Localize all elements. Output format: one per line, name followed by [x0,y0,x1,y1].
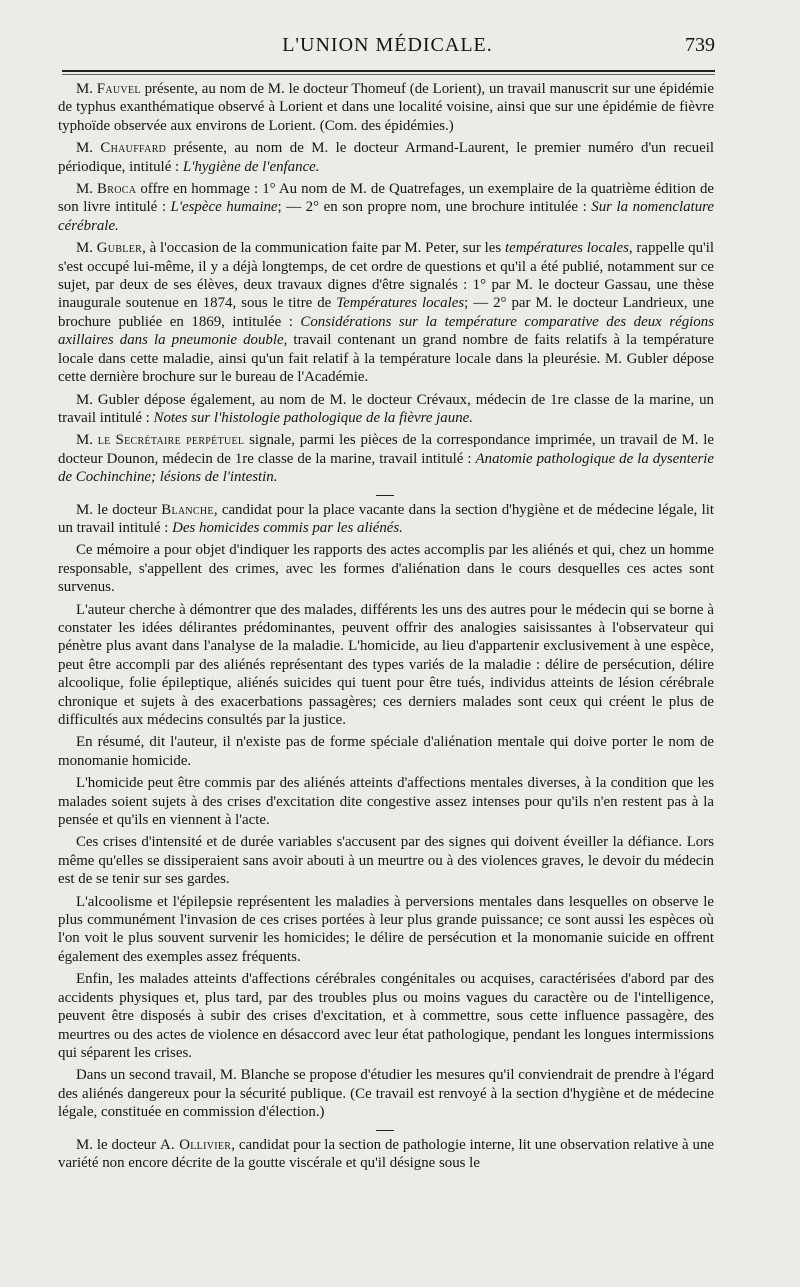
paragraph-text: présente, au nom de M. le docteur Thomeuf (de Lorient), un travail manuscrit sur une épidémie de typhus exanthématique observé à Lorient et dans une localité voisine, ainsi que sur une épidémie de fièvre typhoïde observée aux environs de Lorient. (Com. des épidémies.) [58,81,715,134]
paragraph-body: L'alcoolisme et l'épilepsie représentent les maladies à perversions mentales dans lesquelles on observe le plus communément l'invasion de ces crises portées à leur plus grande puissance; ce sont aussi les espèces où l'on voit le plus souvent survenir les homicides; le délire de persécution et la monomanie suicide en offrent également des exemples assez fréquents. [58,893,714,965]
paragraph-text: ; — 2° en son propre nom, une brochure intitulée : [277,199,592,216]
paragraph-lead: M. [76,240,97,257]
running-title: L'UNION MÉDICALE. [282,34,493,56]
paragraph-text: rappelle qu'il s'est occupé lui-même, il y a déjà longtemps, de cet ordre de questions et qu'il a été publié, notamment sur ce sujet, par deux de ses élèves, deux travaux dignes d'être signalés : 1° par M. le docteur Gassau, une thèse inaugurale soutenue en 1874, sous le titre de [58,240,715,312]
paragraph-blanche [58,501,714,538]
work-title: L'hygiène de l'enfance. [182,158,320,175]
paragraph-secretaire [58,431,714,486]
paragraph-text: travail contenant un grand nombre de faits relatifs à la température locale dans cette maladie, ainsi qu'un fait relatif à la température locale dans la pleurésie. M. Gubler dépose cette dernière brochure sur le bureau de l'Académie. [58,332,714,386]
speaker-name: Broca [97,181,137,198]
paragraph-text: présente, au nom de M. le docteur Armand-Laurent, le premier numéro d'un recueil périodique, intitulé : [58,140,714,175]
paragraph-text: , candidat pour la place vacante dans la section d'hygiène et de médecine légale, lit un travail intitulé : [58,501,714,536]
paragraph-lead: M. [76,81,97,97]
speaker-name: Chauffard [100,140,167,157]
work-title: températures locales, [504,240,633,257]
work-title: Températures locales [336,295,465,312]
paragraph-body: Ces crises d'intensité et de durée variables s'accusent par des signes qui doivent éveiller la défiance. Lors même qu'elles se dissiperaient sans avoir abouti à un meurtre ou à des violences graves, le devoir du médecin est de se tenir sur ses gardes. [58,834,714,888]
paragraph-ollivier [58,1136,714,1173]
speaker-name: Fauvel [96,81,141,97]
paragraph-chauffard [58,139,714,176]
paragraph-body: Enfin, les malades atteints d'affections cérébrales congénitales ou acquises, caractérisées d'abord par des accidents physiques et, plus tard, par des troubles plus ou moins vagues du caractère ou de l'intelligence, peuvent être disposés à subir des crises d'excitation, et à commettre, sous cette influence passagère, des meurtres ou des actes de violence en désaccord avec leur état pathologique, pendant les longues intermissions qui séparent les crises. [58,971,714,1061]
paragraph-text: , candidat pour la section de pathologie interne, lit une observation relative à une variété non encore décrite de la goutte viscérale et qu'il désigne sous le [58,1136,714,1171]
work-title: Anatomie pathologique de la dysenterie de Cochinchine; lésions de l'intestin. [58,450,714,486]
paragraph-gubler-crevaux [58,391,714,428]
work-title: Sur la nomenclature cérébrale. [58,199,714,234]
paragraph-body: L'homicide peut être commis par des aliénés atteints d'affections mentales diverses, à la condition que les malades soient sujets à des crises d'excitation dite congestive assez intenses pour qu'ils n'en restent pas à la pensée et qu'ils en viennent à l'acte. [58,775,714,829]
paragraph-lead: M. le docteur [76,501,162,518]
page-header [60,34,715,64]
paragraph-lead: M. [76,181,98,198]
paragraph-text: , à l'occasion de la communication faite par M. Peter, sur les [142,240,505,257]
paragraph-gubler [58,239,714,386]
paragraph-lead: M. le docteur [76,1136,160,1153]
speaker-name: le Secrétaire perpétuel [97,432,245,449]
work-title: L'espèce humaine [170,199,278,216]
section-separator [58,491,714,501]
paragraph-fauvel [58,80,714,135]
page-number: 739 [685,34,715,56]
paragraph-broca [58,180,714,235]
paragraph-lead: M. [76,140,101,157]
paragraph-body: L'auteur cherche à démontrer que des malades, différents les uns des autres pour le médecin qui se borne à constater les idées délirantes prédominantes, peuvent offrir des analogies saisissantes à l'observateur qui pénètre plus avant dans l'analyse de la maladie. L'homicide, au lieu d'appartenir exclusivement à une espèce, peut être accompli par des aliénés représentant des types variés de la maladie : délire de persécution, délire alcoolique, folie épileptique, aliénés suicides qui tuent pour être tués, individus atteints de lésion cérébrale chronique et sujets à des exacerbations passagères; ces derniers malades sont ceux qui créent le plus de difficultés aux médecins consultés par la justice. [58,601,714,728]
speaker-name: Blanche [161,501,214,518]
paragraph-body: Ce mémoire a pour objet d'indiquer les rapports des actes accomplis par les aliénés et qui, chez un homme responsable, s'appellent des crimes, avec les formes d'aliénation dans le cours desquelles ces actes sont survenus. [58,542,714,596]
section-separator [58,1126,714,1136]
paragraph-text: offre en hommage : 1° Au nom de M. de Quatrefages, un exemplaire de la quatrième édition de son livre intitulé : [58,181,714,216]
paragraph-body: Dans un second travail, M. Blanche se propose d'étudier les mesures qu'il conviendrait de prendre à l'égard des aliénés dangereux pour la sécurité publique. (Ce travail est renvoyé à la section d'hygiène et de médecine légale, constituée en commission d'élection.) [58,1067,714,1121]
paragraph-text: ; — 2° par M. le docteur Landrieux, une brochure publiée en 1869, intitulée : [58,295,714,330]
speaker-name: A. Ollivier [159,1136,232,1153]
header-rule [62,70,715,75]
paragraph-body: En résumé, dit l'auteur, il n'existe pas de forme spéciale d'aliénation mentale qui doive porter le nom de monomanie homicide. [58,734,714,769]
article-body [58,80,714,1176]
paragraph-text: signale, parmi les pièces de la correspondance imprimée, un travail de M. le docteur Dounon, médecin de 1re classe de la marine, travail intitulé : [58,432,714,467]
work-title: Considérations sur la température comparative des deux régions axillaires dans la pneumonie double, [58,313,714,349]
paragraph-lead: M. [76,432,98,449]
paragraph-text: M. Gubler dépose également, au nom de M. le docteur Crévaux, médecin de 1re classe de la marine, un travail intitulé : [58,391,714,426]
work-title: Notes sur l'histologie pathologique de la fièvre jaune. [153,409,473,426]
work-title: Des homicides commis par les aliénés. [172,519,403,536]
speaker-name: Gubler [96,240,143,257]
